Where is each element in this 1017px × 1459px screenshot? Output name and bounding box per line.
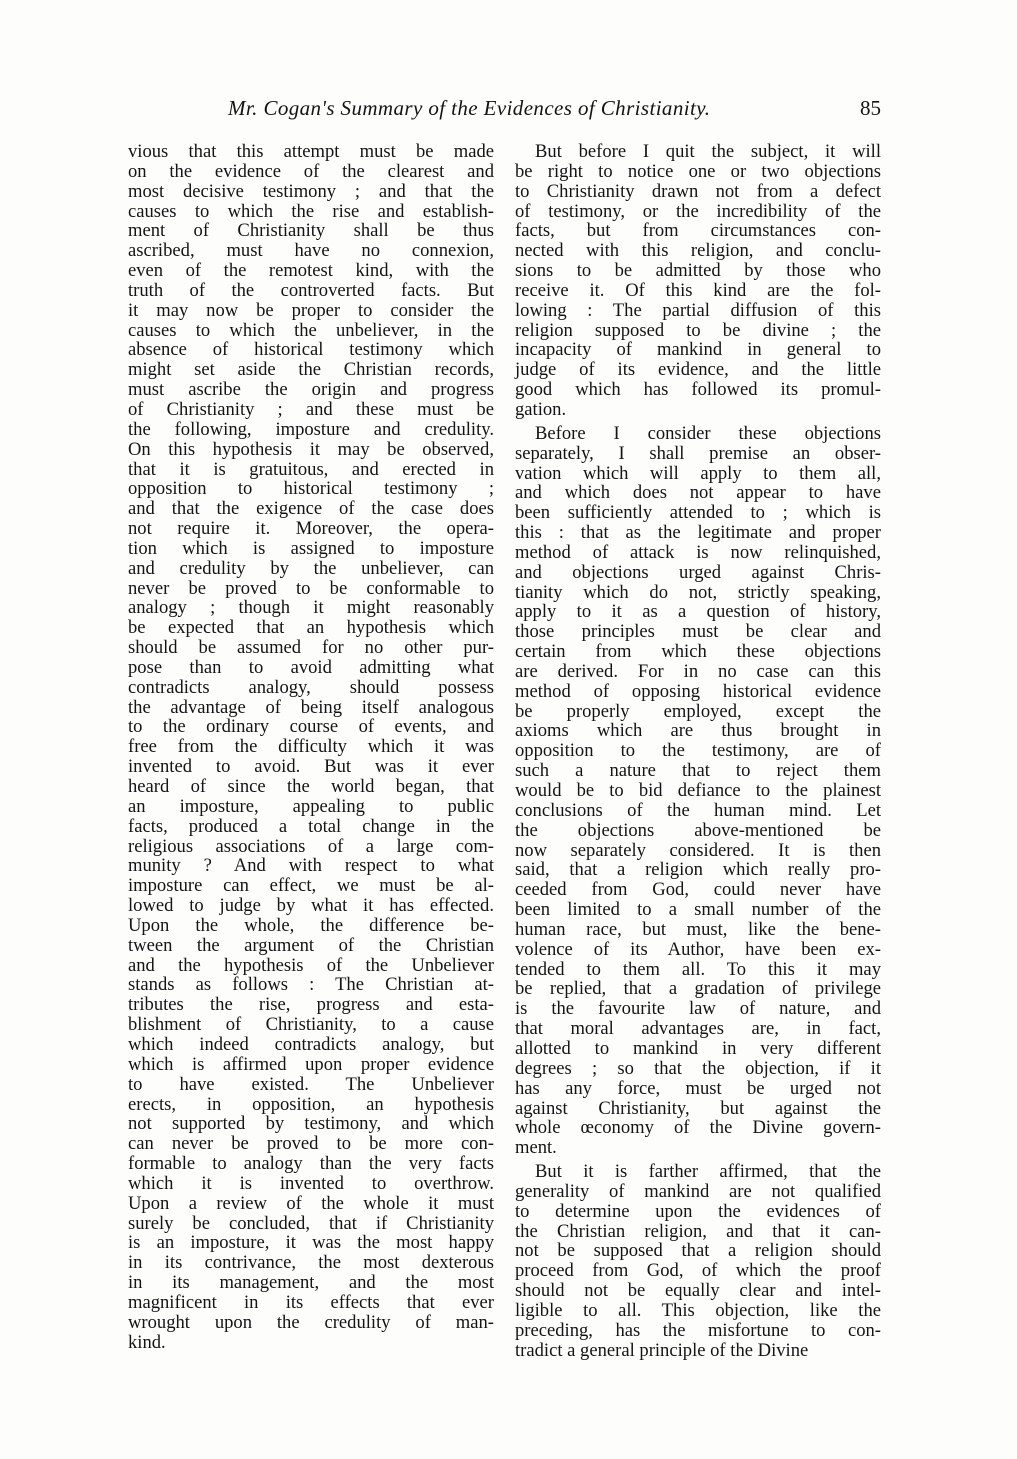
text-line: not supported by testimony, and which [128, 1113, 494, 1135]
text-line: ceeded from God, could never have [515, 879, 881, 901]
text-line: Before I consider these objections [535, 422, 881, 444]
text-line: might set aside the Christian records, [128, 359, 494, 381]
text-line: ligible to all. This objection, like the [515, 1299, 881, 1321]
text-line: truth of the controverted facts. But [128, 279, 494, 301]
text-line: On this hypothesis it may be observed, [128, 438, 494, 460]
text-line: be replied, that a gradation of privilege [515, 978, 881, 1000]
text-line: of testimony, or the incredibility of the [515, 200, 881, 222]
text-line: kind. [128, 1331, 166, 1353]
text-line: method of attack is now relinquished, [515, 541, 881, 563]
text-line: tradict a general principle of the Divine [515, 1339, 809, 1361]
text-line: be right to notice one or two objections [515, 160, 881, 182]
text-line: generality of mankind are not qualified [515, 1180, 881, 1202]
page-number: 85 [860, 96, 881, 120]
text-line: facts, but from circumstances con- [515, 220, 881, 242]
text-line: and credulity by the unbeliever, can [128, 557, 494, 579]
text-line: is the favourite law of nature, and [515, 998, 881, 1020]
text-line: such a nature that to reject them [515, 760, 881, 782]
text-line: human race, but must, like the bene- [515, 918, 881, 940]
text-line: method of opposing historical evidence [515, 680, 881, 702]
text-line: which it is invented to overthrow. [128, 1172, 494, 1194]
text-line: be properly employed, except the [515, 700, 881, 722]
text-line: which indeed contradicts analogy, but [128, 1033, 494, 1055]
text-line: analogy ; though it might reasonably [128, 597, 494, 619]
text-line: which is affirmed upon proper evidence [128, 1053, 494, 1075]
text-line: judge of its evidence, and the little [515, 359, 881, 381]
text-line: the following, imposture and credulity. [128, 418, 494, 440]
text-line: degrees ; so that the objection, if it [515, 1057, 881, 1079]
text-line: been sufficiently attended to ; which is [515, 502, 881, 524]
text-line: magnificent in its effects that ever [128, 1291, 494, 1313]
text-line: absence of historical testimony which [128, 339, 494, 361]
text-line: tianity which do not, strictly speaking, [515, 581, 881, 603]
text-line: axioms which are thus brought in [515, 720, 881, 742]
text-line: vation which will apply to them all, [515, 462, 881, 484]
left-column [128, 142, 494, 1352]
text-line: good which has followed its promul- [515, 379, 881, 401]
text-line: not be supposed that a religion should [515, 1240, 881, 1262]
text-line: gation. [515, 398, 567, 420]
text-line: tended to them all. To this it may [515, 958, 881, 980]
text-line: blishment of Christianity, to a cause [128, 1014, 494, 1036]
text-line: free from the difficulty which it was [128, 736, 494, 758]
text-line: proceed from God, of which the proof [515, 1260, 881, 1282]
text-line: receive it. Of this kind are the fol- [515, 279, 881, 301]
text-line: to the ordinary course of events, and [128, 716, 494, 738]
text-line: and the hypothesis of the Unbeliever [128, 954, 494, 976]
text-line: religious associations of a large com- [128, 835, 494, 857]
text-line: and which does not appear to have [515, 482, 881, 504]
text-line: opposition to the testimony, are of [515, 740, 881, 762]
text-line: causes to which the rise and establish- [128, 200, 494, 222]
text-line: stands as follows : The Christian at- [128, 974, 494, 996]
text-line: this : that as the legitimate and proper [515, 522, 881, 544]
text-line: pose than to avoid admitting what [128, 656, 494, 678]
text-line: an imposture, appealing to public [128, 795, 494, 817]
text-line: been limited to a small number of the [515, 899, 881, 921]
text-line: ment. [515, 1137, 557, 1159]
text-line: can never be proved to be more con- [128, 1133, 494, 1155]
text-line: causes to which the unbeliever, in the [128, 319, 494, 341]
text-line: tion which is assigned to imposture [128, 537, 494, 559]
text-line: the Christian religion, and that it can- [515, 1220, 881, 1242]
text-line: vious that this attempt must be made [128, 141, 494, 162]
text-line: has any force, must be urged not [515, 1077, 881, 1099]
text-line: the advantage of being itself analogous [128, 696, 494, 718]
text-line: in its contrivance, the most dexterous [128, 1252, 494, 1274]
text-line: volence of its Author, have been ex- [515, 938, 881, 960]
text-line: most decisive testimony ; and that the [128, 180, 494, 202]
running-title: Mr. Cogan's Summary of the Evidences of Christianity. [228, 96, 711, 120]
text-line: invented to avoid. But was it ever [128, 756, 494, 778]
text-line: erects, in opposition, an hypothesis [128, 1093, 494, 1115]
text-line: religion supposed to be divine ; the [515, 319, 881, 341]
text-line: lowing : The partial diffusion of this [515, 299, 881, 321]
text-line: allotted to mankind in very different [515, 1037, 881, 1059]
text-line: would be to bid defiance to the plainest [515, 780, 881, 801]
text-line: Upon a review of the whole it must [128, 1192, 494, 1214]
text-line: opposition to historical testimony ; [128, 478, 494, 500]
text-line: certain from which these objections [515, 641, 881, 663]
text-line: lowed to judge by what it has effected. [128, 895, 494, 917]
text-line: tween the argument of the Christian [128, 934, 494, 956]
text-line: should be assumed for no other pur- [128, 637, 494, 659]
text-line: contradicts analogy, should possess [128, 676, 494, 698]
text-line: are derived. For in no case can this [515, 660, 881, 682]
text-line: that moral advantages are, in fact, [515, 1018, 881, 1040]
text-line: incapacity of mankind in general to [515, 339, 881, 361]
text-line: said, that a religion which really pro- [515, 859, 881, 881]
text-line: the objections above-mentioned be [515, 819, 881, 841]
text-line: now separately considered. It is then [515, 839, 881, 861]
text-line: never be proved to be conformable to [128, 577, 494, 599]
text-line: and that the exigence of the case does [128, 498, 494, 520]
text-line: heard of since the world began, that [128, 776, 494, 797]
text-line: conclusions of the human mind. Let [515, 799, 881, 821]
text-line: ascribed, must have no connexion, [128, 240, 494, 262]
text-line: ment of Christianity shall be thus [128, 220, 494, 242]
text-line: to Christianity drawn not from a defect [515, 180, 881, 202]
text-line: to determine upon the evidences of [515, 1200, 881, 1222]
text-line: whole œconomy of the Divine govern- [515, 1117, 881, 1139]
text-line: imposture can effect, we must be al- [128, 875, 494, 897]
text-line: be expected that an hypothesis which [128, 617, 494, 639]
text-line: to have existed. The Unbeliever [128, 1073, 494, 1095]
text-line: facts, produced a total change in the [128, 815, 494, 837]
text-line: that it is gratuitous, and erected in [128, 458, 494, 480]
text-line: should not be equally clear and intel- [515, 1280, 881, 1302]
text-line: those principles must be clear and [515, 621, 881, 643]
text-line: separately, I shall premise an obser- [515, 442, 881, 464]
text-line: on the evidence of the clearest and [128, 160, 494, 182]
text-line: tributes the rise, progress and esta- [128, 994, 494, 1016]
text-line: in its management, and the most [128, 1272, 494, 1294]
text-line: formable to analogy than the very facts [128, 1153, 494, 1175]
right-column [515, 142, 881, 1360]
text-line: is an imposture, it was the most happy [128, 1232, 494, 1254]
text-line: not require it. Moreover, the opera- [128, 518, 494, 540]
text-line: But before I quit the subject, it will [535, 141, 881, 162]
text-line: surely be concluded, that if Christianity [128, 1212, 494, 1234]
text-line: even of the remotest kind, with the [128, 260, 494, 282]
text-line: sions to be admitted by those who [515, 260, 881, 282]
text-line: nected with this religion, and conclu- [515, 240, 881, 262]
text-line: and objections urged against Chris- [515, 561, 881, 583]
text-line: of Christianity ; and these must be [128, 398, 494, 420]
text-line: But it is farther affirmed, that the [535, 1161, 881, 1183]
text-line: it may now be proper to consider the [128, 299, 494, 321]
text-line: must ascribe the origin and progress [128, 379, 494, 401]
page-header [0, 96, 1017, 130]
text-line: against Christianity, but against the [515, 1097, 881, 1119]
text-line: wrought upon the credulity of man- [128, 1311, 494, 1333]
text-line: preceding, has the misfortune to con- [515, 1319, 881, 1341]
text-line: apply to it as a question of history, [515, 601, 881, 623]
text-line: Upon the whole, the difference be- [128, 914, 494, 936]
text-line: munity ? And with respect to what [128, 855, 494, 877]
